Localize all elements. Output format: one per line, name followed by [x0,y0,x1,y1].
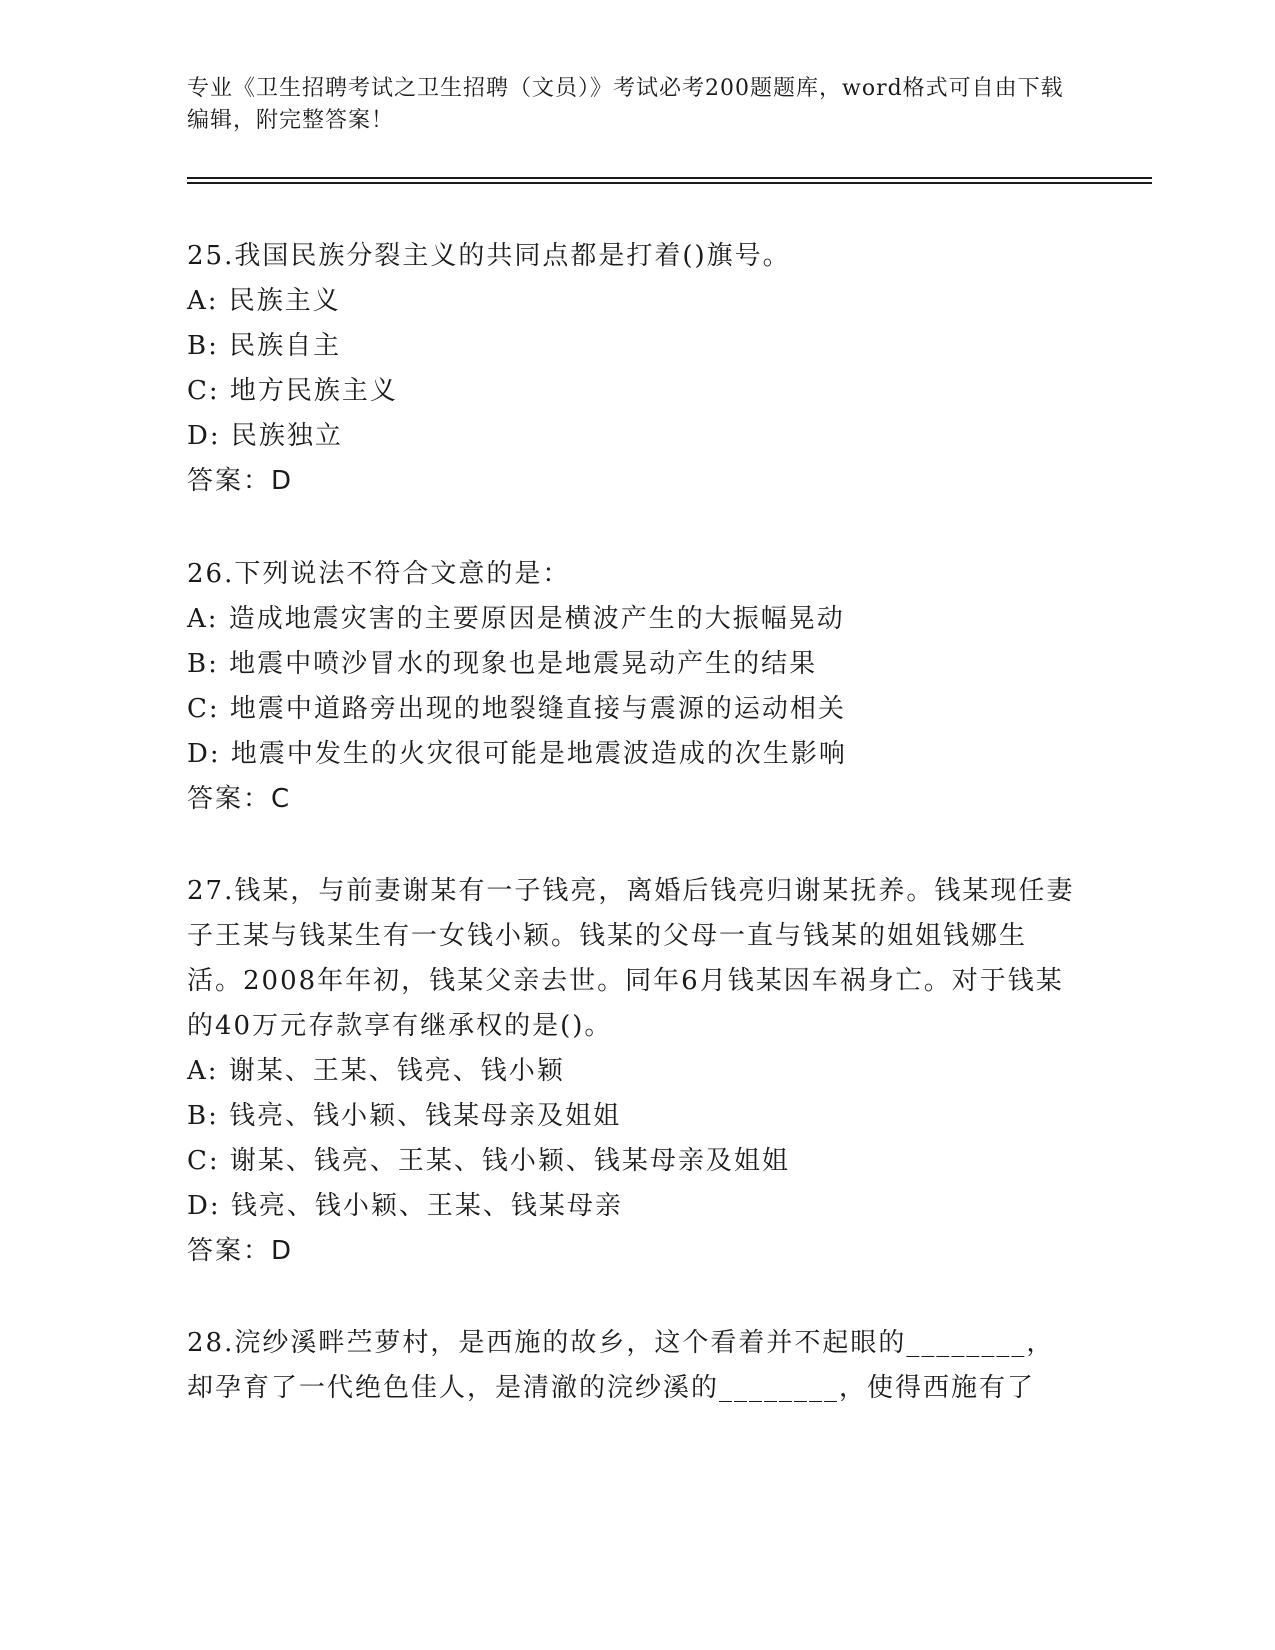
header-rule-top [187,177,1152,179]
option-c: C: 地震中道路旁出现的地裂缝直接与震源的运动相关 [187,694,846,724]
question-text: 27.钱某，与前妻谢某有一子钱亮，离婚后钱亮归谢某抚养。钱某现任妻子王某与钱某生有一女钱小颖。钱某的父母一直与钱某的姐姐钱娜生活。2008年年初，钱某父亲去世。同年6月钱某因车祸身亡。对于钱某的40万元存款享有继承权的是()。 [187,876,1075,1041]
option-b: B: 民族自主 [187,331,342,361]
question-text: 28.浣纱溪畔苎萝村，是西施的故乡，这个看着并不起眼的________，却孕育了一代绝色佳人，是清澈的浣纱溪的________，使得西施有了 [187,1328,1055,1403]
option-c: C: 谢某、钱亮、王某、钱小颖、钱某母亲及姐姐 [187,1146,790,1176]
option-a: A: 民族主义 [187,286,341,316]
question-28 [187,1321,1077,1411]
option-a: A: 造成地震灾害的主要原因是横波产生的大振幅晃动 [187,604,845,634]
question-27 [187,869,1077,1274]
option-d: D: 钱亮、钱小颖、王某、钱某母亲 [187,1191,623,1221]
question-text: 26.下列说法不符合文意的是： [187,559,571,589]
question-25 [187,234,1077,504]
option-c: C: 地方民族主义 [187,376,398,406]
answer: 答案：D [187,1236,294,1266]
answer: 答案：D [187,466,294,496]
header-rule-bottom [187,182,1152,184]
option-d: D: 地震中发生的火灾很可能是地震波造成的次生影响 [187,739,847,769]
option-b: B: 钱亮、钱小颖、钱某母亲及姐姐 [187,1101,622,1131]
option-d: D: 民族独立 [187,421,343,451]
answer: 答案：C [187,784,292,814]
document-header: 专业《卫生招聘考试之卫生招聘（文员）》考试必考200题题库，word格式可自由下载编辑，附完整答案！ [187,76,1064,133]
question-26 [187,552,1077,822]
option-a: A: 谢某、王某、钱亮、钱小颖 [187,1056,565,1086]
option-b: B: 地震中喷沙冒水的现象也是地震晃动产生的结果 [187,649,818,679]
question-text: 25.我国民族分裂主义的共同点都是打着()旗号。 [187,241,791,271]
